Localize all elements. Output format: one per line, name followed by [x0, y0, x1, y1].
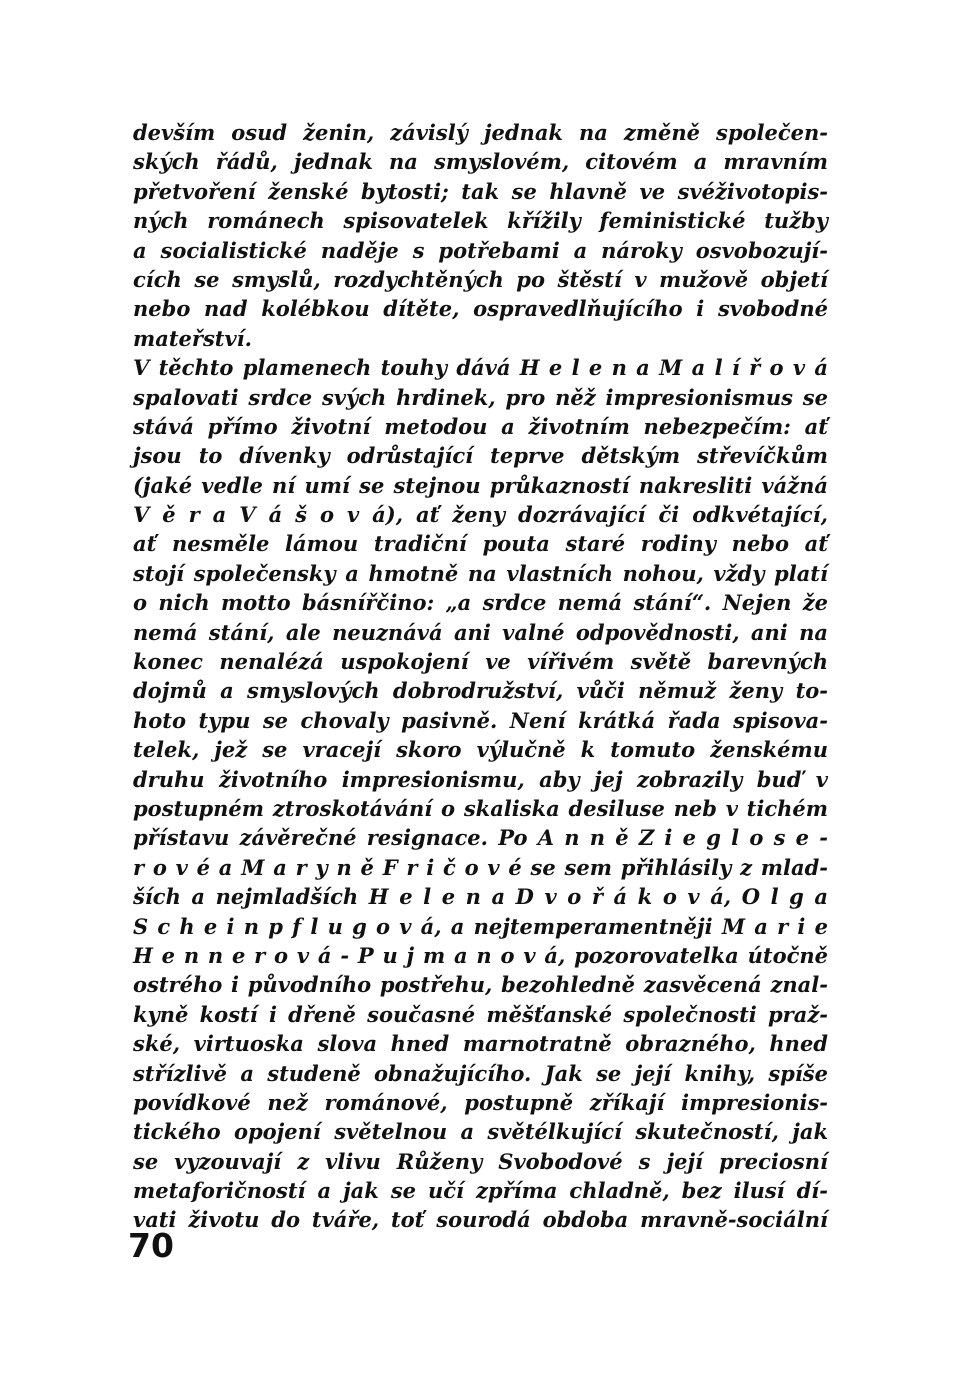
text-line: ných románech spisovatelek křížily feministické tužby [133, 208, 828, 234]
text-line: dojmů a smyslových dobrodružství, vůči němuž ženy to- [133, 678, 828, 704]
body-text [133, 118, 828, 1235]
text-line: (jaké vedle ní umí se stejnou průkazností nakresliti vážná [133, 472, 828, 498]
text-line: přístavu závěrečné resignace. Po A n n ě Z i e g l o s e - [133, 825, 828, 851]
text-line: r o v é a M a r y n ě F r i č o v é se sem přihlásily z mlad- [133, 854, 828, 880]
text-line: ších a nejmladších H e l e n a D v o ř á k o v á, O l g a [133, 884, 828, 910]
text-line: nebo nad kolébkou dítěte, ospravedlňujícího i svobodné [133, 296, 828, 322]
text-line: metaforičností a jak se učí zpříma chladně, bez ilusí dí- [133, 1178, 828, 1204]
text-line: povídkové než románové, postupně zříkají impresionis- [133, 1089, 828, 1115]
text-line: ských řádů, jednak na smyslovém, citovém a mravním [133, 149, 828, 175]
text-line: V ě r a V á š o v á), ať ženy dozrávající či odkvétající, [133, 502, 828, 528]
text-line: nemá stání, ale neuznává ani valné odpovědnosti, ani na [133, 619, 828, 645]
text-line: stojí společensky a hmotně na vlastních nohou, vždy platí [133, 560, 828, 586]
text-line: přetvoření ženské bytosti; tak se hlavně ve svéživotopis- [133, 178, 828, 204]
text-line: ostrého i původního postřehu, bezohledně zasvěcená znal- [133, 972, 828, 998]
text-line: ské, virtuoska slova hned marnotratně obrazného, hned [133, 1031, 828, 1057]
text-line: hoto typu se chovaly pasivně. Není krátká řada spisova- [133, 707, 828, 733]
text-line: mateřství. [133, 325, 252, 351]
text-line: ať nesměle lámou tradiční pouta staré rodiny nebo ať [133, 531, 828, 557]
text-line: postupném ztroskotávání o skaliska desiluse neb v tichém [133, 795, 828, 821]
text-line: a socialistické naděje s potřebami a nároky osvobozují- [133, 237, 828, 263]
text-line: kyně kostí i dřeně současné měšťanské společnosti praž- [133, 1001, 828, 1027]
text-line: o nich motto básnířčino: „a srdce nemá stání“. Nejen že [133, 590, 828, 616]
text-line: devším osud ženin, závislý jednak na změně společen- [133, 120, 828, 145]
text-line: S c h e i n p f l u g o v á, a nejtemperamentněji M a r i e [133, 913, 828, 939]
text-line: střízlivě a studeně obnažujícího. Jak se její knihy, spíše [133, 1060, 828, 1086]
text-line: jsou to dívenky odrůstající teprve dětským střevíčkům [133, 443, 828, 469]
text-line: V těchto plamenech touhy dává H e l e n a M a l í ř o v á [133, 355, 828, 381]
text-line: se vyzouvají z vlivu Růženy Svobodové s její preciosní [133, 1148, 828, 1174]
text-line: druhu životního impresionismu, aby jej zobrazily buď v [133, 766, 828, 792]
text-line: H e n n e r o v á - P u j m a n o v á, pozorovatelka útočně [133, 942, 828, 968]
text-line: stává přímo životní metodou a životním nebezpečím: ať [133, 413, 828, 439]
text-line: vati životu do tváře, toť sourodá obdoba mravně-sociální [133, 1207, 828, 1233]
page-number: 70 [128, 1226, 174, 1265]
text-line: telek, jež se vracejí skoro výlučně k tomuto ženskému [133, 737, 828, 763]
text-line: spalovati srdce svých hrdinek, pro něž impresionismus se [133, 384, 828, 410]
text-line: cích se smyslů, rozdychtěných po štěstí v mužově objetí [133, 266, 828, 292]
text-line: konec nenalézá uspokojení ve vířivém světě barevných [133, 649, 828, 675]
text-line: tického opojení světelnou a světélkující skutečností, jak [133, 1119, 828, 1145]
